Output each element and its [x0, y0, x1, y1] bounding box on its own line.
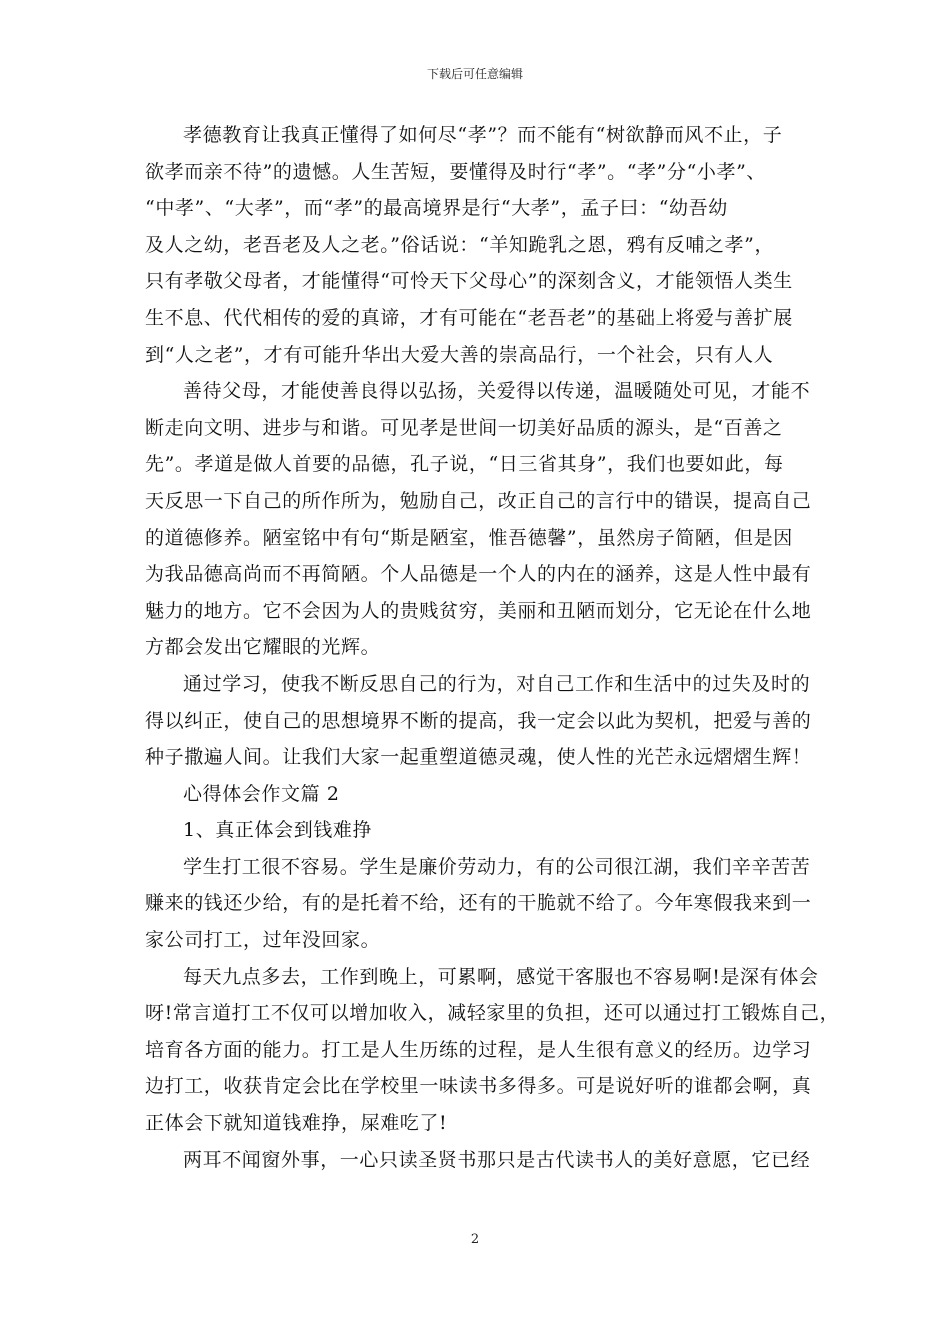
text-line: 天反思一下自己的所作所为，勉励自己，改正自己的言行中的错误，提高自己: [145, 489, 812, 512]
subsection-heading: 1、真正体会到钱难挣: [183, 819, 373, 842]
text-line: 的道德修养。陋室铭中有句“斯是陋室，惟吾德馨”，虽然房子简陋，但是因: [145, 526, 793, 549]
text-line: 呀!常言道打工不仅可以增加收入，减轻家里的负担，还可以通过打工锻炼自己，: [145, 1002, 840, 1025]
text-line: 家公司打工，过年没回家。: [145, 929, 381, 952]
text-line: 善待父母，才能使善良得以弘扬，关爱得以传递，温暖随处可见，才能不: [183, 380, 811, 403]
text-line: 断走向文明、进步与和谐。可见孝是世间一切美好品质的源头，是“百善之: [145, 416, 783, 439]
text-line: “中孝”、“大孝”，而“孝”的最高境界是行“大孝”，孟子曰：“幼吾幼: [145, 197, 728, 220]
text-line: 只有孝敬父母者，才能懂得“可怜天下父母心”的深刻含义，才能领悟人类生: [145, 270, 793, 293]
text-line: 为我品德高尚而不再简陋。个人品德是一个人的内在的涵养，这是人性中最有: [145, 563, 812, 586]
text-line: 到“人之老”，才有可能升华出大爱大善的崇高品行，一个社会，只有人人: [145, 343, 774, 366]
text-line: 学生打工很不容易。学生是廉价劳动力，有的公司很江湖，我们辛辛苦苦: [183, 855, 811, 878]
text-line: 每天九点多去，工作到晚上，可累啊，感觉干客服也不容易啊!是深有体会: [183, 965, 819, 988]
text-line: 种子撒遍人间。让我们大家一起重塑道德灵魂，使人性的光芒永远熠熠生辉！: [145, 746, 812, 769]
document-body: [145, 117, 840, 1178]
section-heading: 心得体会作文篇 2: [183, 782, 340, 805]
text-line: 培育各方面的能力。打工是人生历练的过程，是人生很有意义的经历。边学习: [145, 1038, 812, 1061]
text-line: 得以纠正，使自己的思想境界不断的提高，我一定会以此为契机，把爱与善的: [145, 709, 812, 732]
text-line: 生不息、代代相传的爱的真谛，才有可能在“老吾老”的基础上将爱与善扩展: [145, 306, 793, 329]
text-line: 正体会下就知道钱难挣，屎难吃了!: [145, 1112, 448, 1135]
text-line: 方都会发出它耀眼的光辉。: [145, 636, 381, 659]
text-line: 欲孝而亲不待”的遗憾。人生苦短，要懂得及时行“孝”。“孝”分“小孝”、: [145, 160, 766, 183]
text-line: 魅力的地方。它不会因为人的贵贱贫穷，美丽和丑陋而划分，它无论在什么地: [145, 599, 812, 622]
text-line: 通过学习，使我不断反思自己的行为，对自己工作和生活中的过失及时的: [183, 672, 811, 695]
text-line: 先”。孝道是做人首要的品德，孔子说，“日三省其身”，我们也要如此，每: [145, 453, 784, 476]
text-line: 孝德教育让我真正懂得了如何尽“孝”？而不能有“树欲静而风不止，子: [183, 124, 783, 146]
page-header: 下载后可任意编辑: [426, 67, 523, 81]
text-line: 边打工，收获肯定会比在学校里一味读书多得多。可是说好听的谁都会啊，真: [145, 1075, 812, 1098]
text-line: 及人之幼，老吾老及人之老。”俗话说：“羊知跪乳之恩，鸦有反哺之孝”，: [145, 233, 775, 256]
page-number: 2: [470, 1232, 480, 1247]
text-line: 两耳不闻窗外事，一心只读圣贤书那只是古代读书人的美好意愿，它已经: [183, 1148, 811, 1171]
text-line: 赚来的钱还少给，有的是托着不给，还有的干脆就不给了。今年寒假我来到一: [145, 892, 812, 915]
